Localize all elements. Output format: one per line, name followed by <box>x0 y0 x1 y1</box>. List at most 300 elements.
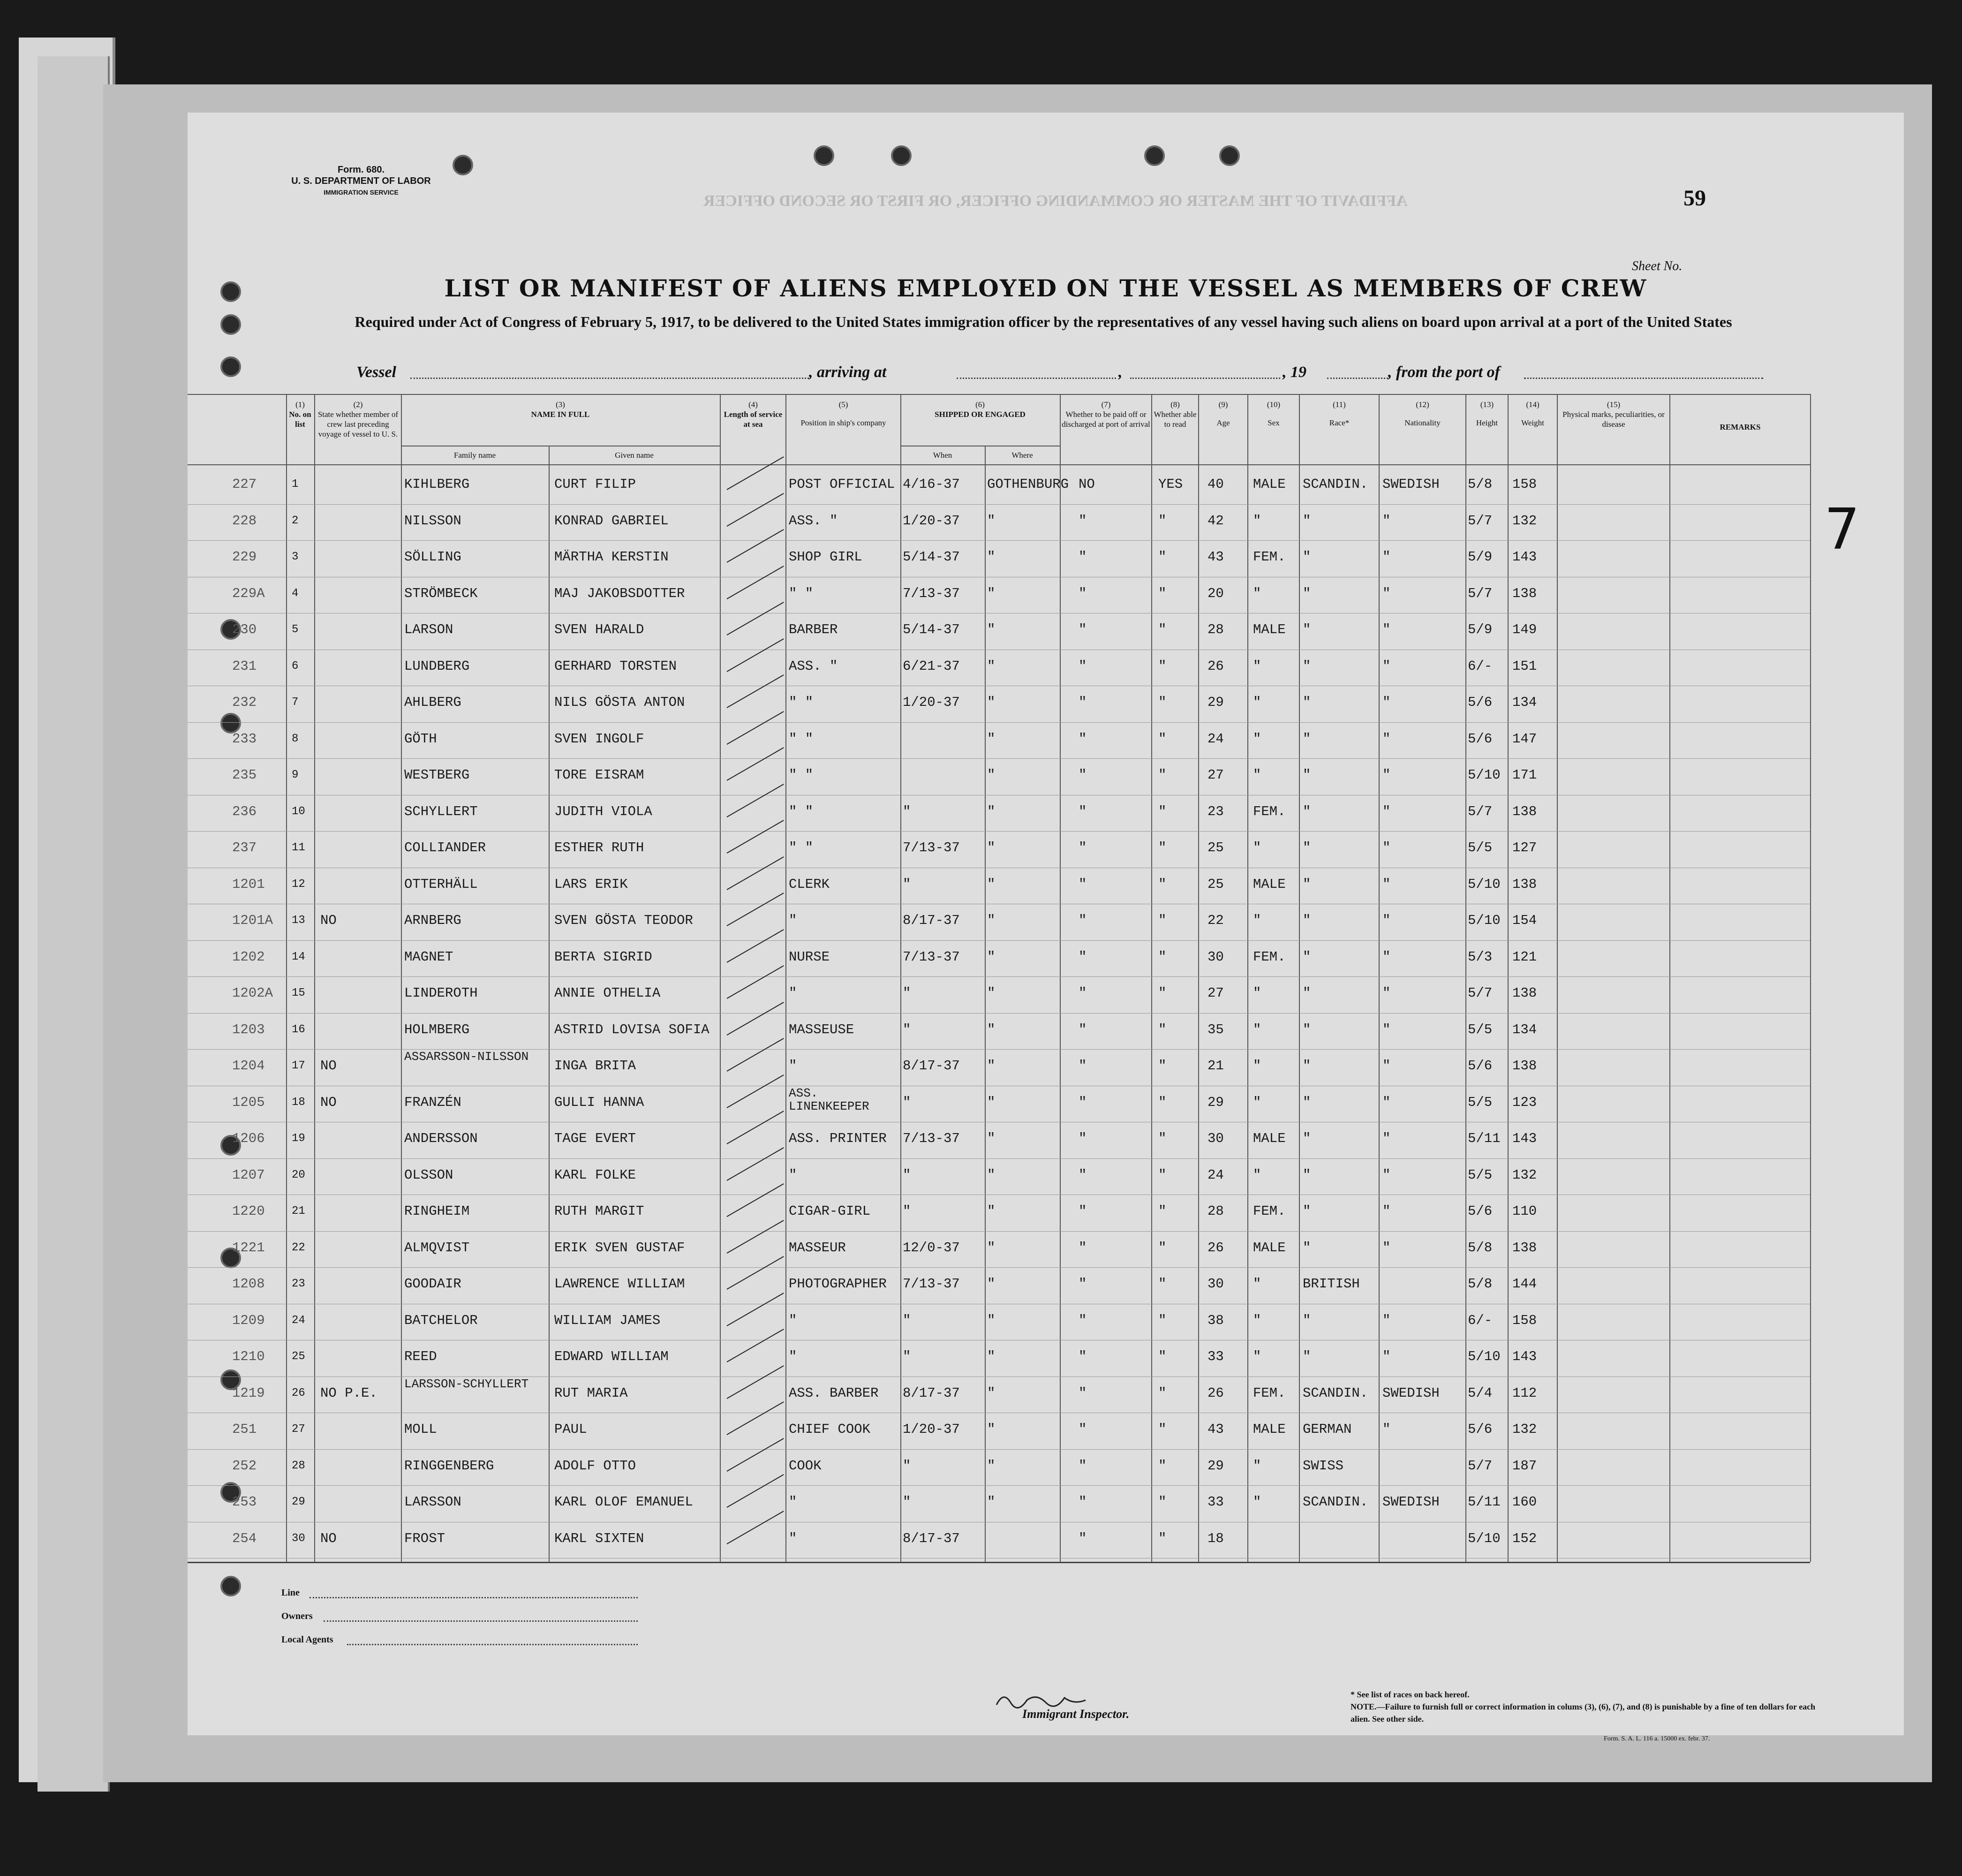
cell-shipped-when: 6/21-37 <box>903 658 960 674</box>
cell-shipped-when: 5/14-37 <box>903 549 960 565</box>
cell-race: " <box>1303 1349 1311 1364</box>
cell-family-name: HOLMBERG <box>404 1021 470 1037</box>
col-rule <box>314 394 315 1562</box>
service-tick-mark <box>727 1256 784 1290</box>
cell-row-number: 9 <box>292 769 299 781</box>
cell-row-number: 29 <box>292 1496 305 1508</box>
col1-header <box>286 400 314 429</box>
cell-row-number: 26 <box>292 1386 305 1399</box>
cell-age: 40 <box>1207 477 1224 492</box>
cell-sex: FEM. <box>1253 803 1286 819</box>
cell-family-name: ARNBERG <box>404 913 461 928</box>
service-tick-mark <box>727 1074 784 1108</box>
cell-age: 29 <box>1207 1458 1224 1474</box>
cell-family-name: LINDEROTH <box>404 985 478 1001</box>
cell-family-name: STRÖMBECK <box>404 585 478 601</box>
cell-family-name: KIHLBERG <box>404 477 470 492</box>
cell-weight: 144 <box>1512 1276 1537 1292</box>
cell-weight: 171 <box>1512 767 1537 783</box>
cell-shipped-where: " <box>987 1422 996 1437</box>
cell-able-to-read: " <box>1158 1349 1167 1364</box>
col-rule <box>1465 394 1466 1562</box>
cell-given-name: LAWRENCE WILLIAM <box>554 1276 685 1292</box>
cell-ref-number: 251 <box>232 1422 257 1437</box>
cell-row-number: 15 <box>292 987 305 999</box>
cell-row-number: 27 <box>292 1423 305 1436</box>
cell-height: 5/5 <box>1468 1094 1493 1110</box>
col-label: Height <box>1476 418 1498 427</box>
cell-able-to-read: " <box>1158 1058 1167 1074</box>
cell-given-name: GULLI HANNA <box>554 1094 644 1110</box>
col-number: (11) <box>1333 400 1346 409</box>
cell-paid-off: " <box>1079 1131 1087 1146</box>
cell-given-name: NILS GÖSTA ANTON <box>554 695 685 710</box>
col-number: (9) <box>1218 400 1228 409</box>
cell-given-name: PAUL <box>554 1422 587 1437</box>
cell-sex: " <box>1253 585 1261 601</box>
row-rule <box>188 1449 1810 1450</box>
manifest-sheet <box>188 113 1904 1742</box>
cell-sex: " <box>1253 1312 1261 1328</box>
cell-shipped-when: 8/17-37 <box>903 1058 960 1074</box>
cell-weight: 132 <box>1512 1422 1537 1437</box>
cell-position: ASS. " <box>789 658 838 674</box>
cell-height: 5/7 <box>1468 513 1493 529</box>
cell-weight: 151 <box>1512 658 1537 674</box>
cell-shipped-where: " <box>987 1094 996 1110</box>
col-rule <box>900 394 901 1562</box>
col-rule <box>1247 394 1248 1562</box>
cell-age: 29 <box>1207 1094 1224 1110</box>
cell-able-to-read: " <box>1158 876 1167 892</box>
service-tick-mark <box>727 1511 784 1544</box>
service-tick-mark <box>727 711 784 745</box>
cell-weight: 132 <box>1512 513 1537 529</box>
cell-race: " <box>1303 585 1311 601</box>
cell-family-name: OLSSON <box>404 1167 453 1183</box>
col-label: Sex <box>1268 418 1280 427</box>
cell-paid-off: " <box>1079 549 1087 565</box>
cell-height: 5/7 <box>1468 803 1493 819</box>
cell-weight: 160 <box>1512 1494 1537 1510</box>
cell-position: " <box>789 1349 797 1364</box>
cell-shipped-where: " <box>987 913 996 928</box>
year-blank <box>1327 363 1388 379</box>
owners-blank <box>324 1611 638 1622</box>
cell-age: 26 <box>1207 1385 1224 1401</box>
cell-ref-number: 1206 <box>232 1131 265 1146</box>
cell-shipped-when: 1/20-37 <box>903 695 960 710</box>
service-tick-mark <box>727 1111 784 1144</box>
cell-height: 5/9 <box>1468 622 1493 637</box>
cell-shipped-when: " <box>903 803 911 819</box>
cell-given-name: EDWARD WILLIAM <box>554 1349 669 1364</box>
cell-weight: 121 <box>1512 949 1537 965</box>
punch-hole <box>891 145 912 166</box>
cell-ref-number: 236 <box>232 803 257 819</box>
service-tick-mark <box>727 1401 784 1435</box>
cell-able-to-read: " <box>1158 913 1167 928</box>
cell-position: CLERK <box>789 876 830 892</box>
cell-race: " <box>1303 622 1311 637</box>
col-rule <box>1508 394 1509 1562</box>
col-rule <box>1379 394 1380 1562</box>
cell-height: 6/- <box>1468 658 1493 674</box>
cell-height: 5/10 <box>1468 876 1501 892</box>
department: U. S. DEPARTMENT OF LABOR <box>291 176 431 186</box>
cell-age: 26 <box>1207 1240 1224 1256</box>
cell-nationality: " <box>1382 985 1391 1001</box>
cell-height: 5/10 <box>1468 913 1501 928</box>
cell-ref-number: 1201A <box>232 913 273 928</box>
cell-able-to-read: " <box>1158 1494 1167 1510</box>
cell-age: 25 <box>1207 840 1224 855</box>
cell-ref-number: 1203 <box>232 1021 265 1037</box>
cell-family-name: SCHYLLERT <box>404 803 478 819</box>
cell-shipped-where: " <box>987 1349 996 1364</box>
cell-sex: " <box>1253 658 1261 674</box>
cell-previous-voyage: NO <box>320 1530 337 1546</box>
arriving-blank <box>957 363 1116 379</box>
cell-able-to-read: YES <box>1158 477 1183 492</box>
cell-height: 5/6 <box>1468 695 1493 710</box>
col-label: REMARKS <box>1720 423 1761 431</box>
cell-sex: " <box>1253 1058 1261 1074</box>
row-rule <box>188 940 1810 941</box>
cell-ref-number: 1220 <box>232 1203 265 1219</box>
cell-nationality: " <box>1382 622 1391 637</box>
cell-height: 5/3 <box>1468 949 1493 965</box>
punch-hole <box>814 145 834 166</box>
cell-row-number: 17 <box>292 1059 305 1072</box>
cell-ref-number: 1202 <box>232 949 265 965</box>
cell-shipped-when: 8/17-37 <box>903 1385 960 1401</box>
col-number: (8) <box>1170 400 1180 409</box>
cell-able-to-read: " <box>1158 1203 1167 1219</box>
cell-paid-off: " <box>1079 695 1087 710</box>
cell-previous-voyage: NO <box>320 1058 337 1074</box>
cell-family-name: RINGHEIM <box>404 1203 470 1219</box>
cell-sex: FEM. <box>1253 949 1286 965</box>
cell-given-name: SVEN GÖSTA TEODOR <box>554 913 693 928</box>
col7-header <box>1061 400 1151 429</box>
cell-age: 30 <box>1207 949 1224 965</box>
cell-family-name: GÖTH <box>404 731 437 747</box>
cell-shipped-where: " <box>987 658 996 674</box>
cell-family-name: FRANZÉN <box>404 1094 461 1110</box>
service-tick-mark <box>727 1220 784 1254</box>
cell-race: " <box>1303 1203 1311 1219</box>
cell-family-name: COLLIANDER <box>404 840 486 855</box>
col-rule <box>1198 394 1199 1562</box>
cell-ref-number: 230 <box>232 622 257 637</box>
service-tick-mark <box>727 1183 784 1217</box>
cell-given-name: KARL SIXTEN <box>554 1530 644 1546</box>
cell-ref-number: 1205 <box>232 1094 265 1110</box>
cell-family-name: MOLL <box>404 1422 437 1437</box>
cell-family-name: AHLBERG <box>404 695 461 710</box>
port-blank <box>1524 363 1763 379</box>
service-tick-mark <box>727 529 784 563</box>
cell-nationality: " <box>1382 658 1391 674</box>
cell-given-name: INGA BRITA <box>554 1058 636 1074</box>
cell-row-number: 3 <box>292 551 299 563</box>
cell-race: " <box>1303 985 1311 1001</box>
cell-nationality: " <box>1382 1422 1391 1437</box>
service-tick-mark <box>727 1474 784 1508</box>
col3a-header: Family name <box>453 451 496 460</box>
cell-position: " <box>789 1058 797 1074</box>
cell-position: " " <box>789 840 814 855</box>
cell-paid-off: " <box>1079 949 1087 965</box>
cell-paid-off: " <box>1079 913 1087 928</box>
col-rule <box>1557 394 1558 1562</box>
cell-previous-voyage: NO <box>320 1094 337 1110</box>
col-rule <box>785 394 786 1562</box>
cell-shipped-when: " <box>903 985 911 1001</box>
col-number: (4) <box>748 400 758 409</box>
cell-age: 22 <box>1207 913 1224 928</box>
cell-race: SWISS <box>1303 1458 1344 1474</box>
cell-race: SCANDIN. <box>1303 1385 1368 1401</box>
cell-age: 23 <box>1207 803 1224 819</box>
cell-shipped-where: " <box>987 1458 996 1474</box>
form-number: Form. 680. <box>337 165 385 175</box>
col-rule <box>1299 394 1300 1562</box>
cell-weight: 143 <box>1512 549 1537 565</box>
col-label: Whether to be paid off or discharged at port of arrival <box>1062 410 1150 429</box>
cell-family-name: FROST <box>404 1530 445 1546</box>
cell-position: MASSEUR <box>789 1240 846 1256</box>
cell-weight: 138 <box>1512 1058 1537 1074</box>
cell-race: " <box>1303 1167 1311 1183</box>
cell-shipped-when: " <box>903 1167 911 1183</box>
cell-ref-number: 1209 <box>232 1312 265 1328</box>
col13-header <box>1466 400 1508 428</box>
cell-height: 5/5 <box>1468 840 1493 855</box>
col-label: Race* <box>1329 418 1350 427</box>
cell-weight: 152 <box>1512 1530 1537 1546</box>
cell-race: " <box>1303 658 1311 674</box>
cell-sex: " <box>1253 1349 1261 1364</box>
cell-nationality: " <box>1382 695 1391 710</box>
cell-height: 5/6 <box>1468 731 1493 747</box>
cell-given-name: SVEN INGOLF <box>554 731 644 747</box>
cell-given-name: BERTA SIGRID <box>554 949 652 965</box>
agents-blank <box>347 1634 638 1645</box>
cell-row-number: 16 <box>292 1023 305 1036</box>
cell-paid-off: " <box>1079 1349 1087 1364</box>
cell-height: 5/4 <box>1468 1385 1493 1401</box>
cell-nationality: " <box>1382 913 1391 928</box>
col-label: No. on list <box>289 410 311 429</box>
cell-row-number: 13 <box>292 914 305 927</box>
cell-sex: MALE <box>1253 1131 1286 1146</box>
cell-paid-off: " <box>1079 876 1087 892</box>
cell-family-name: SÖLLING <box>404 549 461 565</box>
cell-shipped-when: " <box>903 1312 911 1328</box>
cell-position: " " <box>789 585 814 601</box>
cell-height: 5/8 <box>1468 477 1493 492</box>
cell-height: 5/7 <box>1468 585 1493 601</box>
col-rule <box>1669 394 1670 1562</box>
cell-race: " <box>1303 1058 1311 1074</box>
cell-race: " <box>1303 1312 1311 1328</box>
cell-weight: 110 <box>1512 1203 1537 1219</box>
sheet-number: 59 <box>1683 186 1706 211</box>
punch-hole <box>220 356 241 377</box>
cell-shipped-where: " <box>987 549 996 565</box>
cell-sex: FEM. <box>1253 1203 1286 1219</box>
col-number: (5) <box>838 400 848 409</box>
cell-given-name: MAJ JAKOBSDOTTER <box>554 585 685 601</box>
service-tick-mark <box>727 1365 784 1399</box>
cell-height: 5/7 <box>1468 1458 1493 1474</box>
cell-height: 5/8 <box>1468 1240 1493 1256</box>
service-tick-mark <box>727 784 784 817</box>
cell-able-to-read: " <box>1158 1167 1167 1183</box>
cell-paid-off: " <box>1079 1312 1087 1328</box>
cell-nationality: " <box>1382 767 1391 783</box>
cell-weight: 134 <box>1512 695 1537 710</box>
cell-family-name: NILSSON <box>404 513 461 529</box>
cell-paid-off: " <box>1079 1058 1087 1074</box>
cell-nationality: " <box>1382 1058 1391 1074</box>
cell-position: " <box>789 1494 797 1510</box>
cell-shipped-where: " <box>987 1131 996 1146</box>
cell-weight: 147 <box>1512 731 1537 747</box>
col14-header <box>1509 400 1557 428</box>
cell-position: " <box>789 1530 797 1546</box>
cell-nationality: SWEDISH <box>1382 477 1440 492</box>
cell-paid-off: " <box>1079 622 1087 637</box>
col-rule <box>1810 394 1811 1562</box>
cell-race: " <box>1303 1094 1311 1110</box>
cell-sex: " <box>1253 913 1261 928</box>
cell-nationality: SWEDISH <box>1382 1494 1440 1510</box>
cell-position: ASS. PRINTER <box>789 1131 887 1146</box>
remarks-header <box>1670 422 1810 432</box>
cell-paid-off: NO <box>1079 477 1095 492</box>
cell-race: " <box>1303 1240 1311 1256</box>
cell-row-number: 7 <box>292 696 299 709</box>
cell-nationality: " <box>1382 1021 1391 1037</box>
cell-able-to-read: " <box>1158 1021 1167 1037</box>
cell-height: 5/5 <box>1468 1167 1493 1183</box>
cell-given-name: KARL FOLKE <box>554 1167 636 1183</box>
service-tick-mark <box>727 1038 784 1072</box>
cell-shipped-where: " <box>987 840 996 855</box>
service-tick-mark <box>727 929 784 963</box>
cell-paid-off: " <box>1079 1167 1087 1183</box>
cell-age: 28 <box>1207 1203 1224 1219</box>
cell-paid-off: " <box>1079 1458 1087 1474</box>
header-bottom-rule <box>188 464 1810 465</box>
cell-ref-number: 1201 <box>232 876 265 892</box>
cell-age: 38 <box>1207 1312 1224 1328</box>
cell-row-number: 14 <box>292 950 305 963</box>
row-rule <box>188 1231 1810 1232</box>
cell-position: CIGAR-GIRL <box>789 1203 871 1219</box>
row-rule <box>188 831 1810 832</box>
cell-given-name: ASTRID LOVISA SOFIA <box>554 1021 709 1037</box>
cell-able-to-read: " <box>1158 985 1167 1001</box>
form-identifier <box>263 164 460 198</box>
date-blank <box>1130 363 1280 379</box>
cell-able-to-read: " <box>1158 1385 1167 1401</box>
row-rule <box>188 1485 1810 1486</box>
service-tick-mark <box>727 820 784 854</box>
cell-nationality: " <box>1382 1131 1391 1146</box>
service: IMMIGRATION SERVICE <box>324 189 399 196</box>
service-tick-mark <box>727 965 784 999</box>
cell-sex: " <box>1253 1458 1261 1474</box>
punch-hole <box>220 1576 241 1596</box>
cell-given-name: ADOLF OTTO <box>554 1458 636 1474</box>
cell-sex: " <box>1253 1094 1261 1110</box>
cell-previous-voyage: NO <box>320 913 337 928</box>
crew-table <box>188 394 1810 1546</box>
col-number: (10) <box>1267 400 1281 409</box>
cell-height: 5/5 <box>1468 1021 1493 1037</box>
cell-ref-number: 253 <box>232 1494 257 1510</box>
punch-hole <box>220 314 241 335</box>
cell-family-name: LARSSON <box>404 1494 461 1510</box>
col-number: (12) <box>1416 400 1429 409</box>
col-label: NAME IN FULL <box>531 410 590 419</box>
cell-age: 29 <box>1207 695 1224 710</box>
cell-sex: " <box>1253 731 1261 747</box>
cell-position: " " <box>789 767 814 783</box>
cell-able-to-read: " <box>1158 1131 1167 1146</box>
cell-position: MASSEUSE <box>789 1021 854 1037</box>
cell-shipped-where: " <box>987 876 996 892</box>
agents-label: Local Agents <box>281 1634 333 1645</box>
col-number: (2) <box>353 400 363 409</box>
cell-paid-off: " <box>1079 767 1087 783</box>
cell-family-name: RINGGENBERG <box>404 1458 494 1474</box>
service-tick-mark <box>727 1002 784 1036</box>
cell-nationality: " <box>1382 840 1391 855</box>
cell-sex: " <box>1253 695 1261 710</box>
service-tick-mark <box>727 638 784 672</box>
col-label: Physical marks, peculiarities, or disease <box>1562 410 1665 429</box>
cell-ref-number: 227 <box>232 477 257 492</box>
cell-height: 5/6 <box>1468 1422 1493 1437</box>
service-tick-mark <box>727 893 784 926</box>
cell-able-to-read: " <box>1158 513 1167 529</box>
handwritten-seven: 7 <box>1824 497 1860 562</box>
cell-row-number: 5 <box>292 623 299 636</box>
cell-given-name: JUDITH VIOLA <box>554 803 652 819</box>
service-tick-mark <box>727 602 784 635</box>
races-note: * See list of races on back hereof. <box>1351 1690 1470 1699</box>
col2-header <box>315 400 401 439</box>
col9-header <box>1199 400 1247 428</box>
col12-header <box>1380 400 1465 428</box>
cell-weight: 138 <box>1512 803 1537 819</box>
cell-ref-number: 229A <box>232 585 265 601</box>
cell-shipped-when: 7/13-37 <box>903 1276 960 1292</box>
cell-paid-off: " <box>1079 1276 1087 1292</box>
cell-sex: MALE <box>1253 1422 1286 1437</box>
cell-shipped-where: " <box>987 1021 996 1037</box>
cell-race: " <box>1303 549 1311 565</box>
col-label: Age <box>1216 418 1230 427</box>
cell-family-name: ASSARSSON-NILSSON <box>404 1050 529 1064</box>
col6b-header: Where <box>1011 451 1033 460</box>
cell-paid-off: " <box>1079 1094 1087 1110</box>
